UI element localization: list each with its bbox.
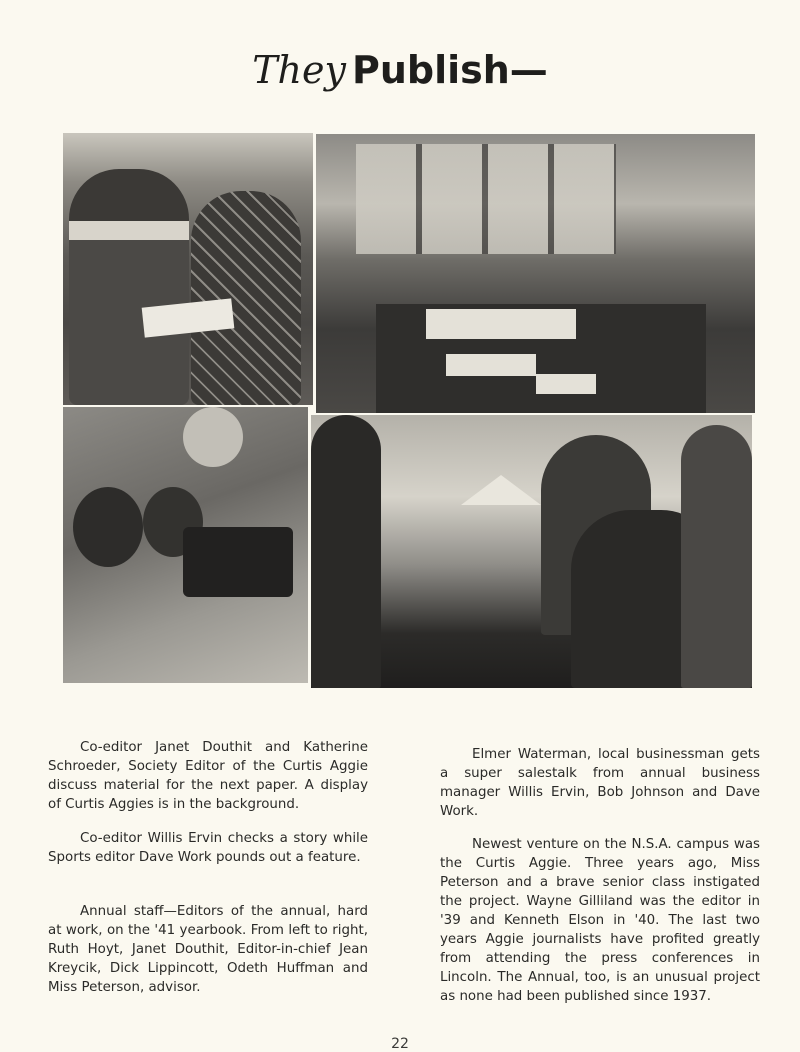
photo-sheet [536,374,596,394]
caption-coeditors: Co-editor Janet Douthit and Katherine Schroeder, Society Editor of the Curtis Aggie discuss material for the next paper. A display of Curtis Aggies is in the background. [48,740,368,812]
photo-alt [71,666,183,677]
photo-alt [319,671,496,682]
photo-window [356,144,616,254]
page-title-bold: Publish— [351,48,548,92]
photo-sheet [426,309,576,339]
photo-typewriter [183,527,293,597]
caption-businessman: Elmer Waterman, local businessman gets a super salestalk from annual business manager Willis Ervin, Bob Johnson and Dave Work. [440,747,760,819]
page-number: 22 [391,1036,409,1052]
photo-figure [191,191,301,405]
photo-alt [324,396,503,407]
photo-sheet [446,354,536,376]
photo-lamp [461,475,541,505]
photo-figure [69,169,189,405]
caption-newest-venture: Newest venture on the N.S.A. campus was the Curtis Aggie. Three years ago, Miss Peterson and a brave senior class instigated the project. Wayne Gilliland was the editor in '39 and Kenneth Elson in '40. The last two years Aggie journalists have profited greatly from attending the press conferences in Lincoln. The Annual, too, is an unusual project as none had been published since 1937. [440,837,760,1004]
photo-figure [681,425,752,688]
photo-figure [73,487,143,567]
photo-businessman-desk [311,415,752,688]
photo-figure [311,415,381,688]
caption-annual-staff: Annual staff—Editors of the annual, hard at work, on the '41 yearbook. From left to right, Ruth Hoyt, Janet Douthit, Editor-in-chief Jean Kreycik, Dick Lippincott, Odeth Huffman and Miss Peterson, advisor. [48,904,368,995]
photo-typewriter-editors [63,407,308,683]
photo-figure [183,407,243,467]
page-title [0,40,800,101]
photo-coeditors-discussing [63,133,313,405]
caption-typewriter: Co-editor Willis Ervin checks a story while Sports editor Dave Work pounds out a feature. [48,831,368,865]
photo-alt [71,377,313,399]
photo-annual-staff-table [316,134,755,413]
page-title-italic: They [252,48,346,92]
